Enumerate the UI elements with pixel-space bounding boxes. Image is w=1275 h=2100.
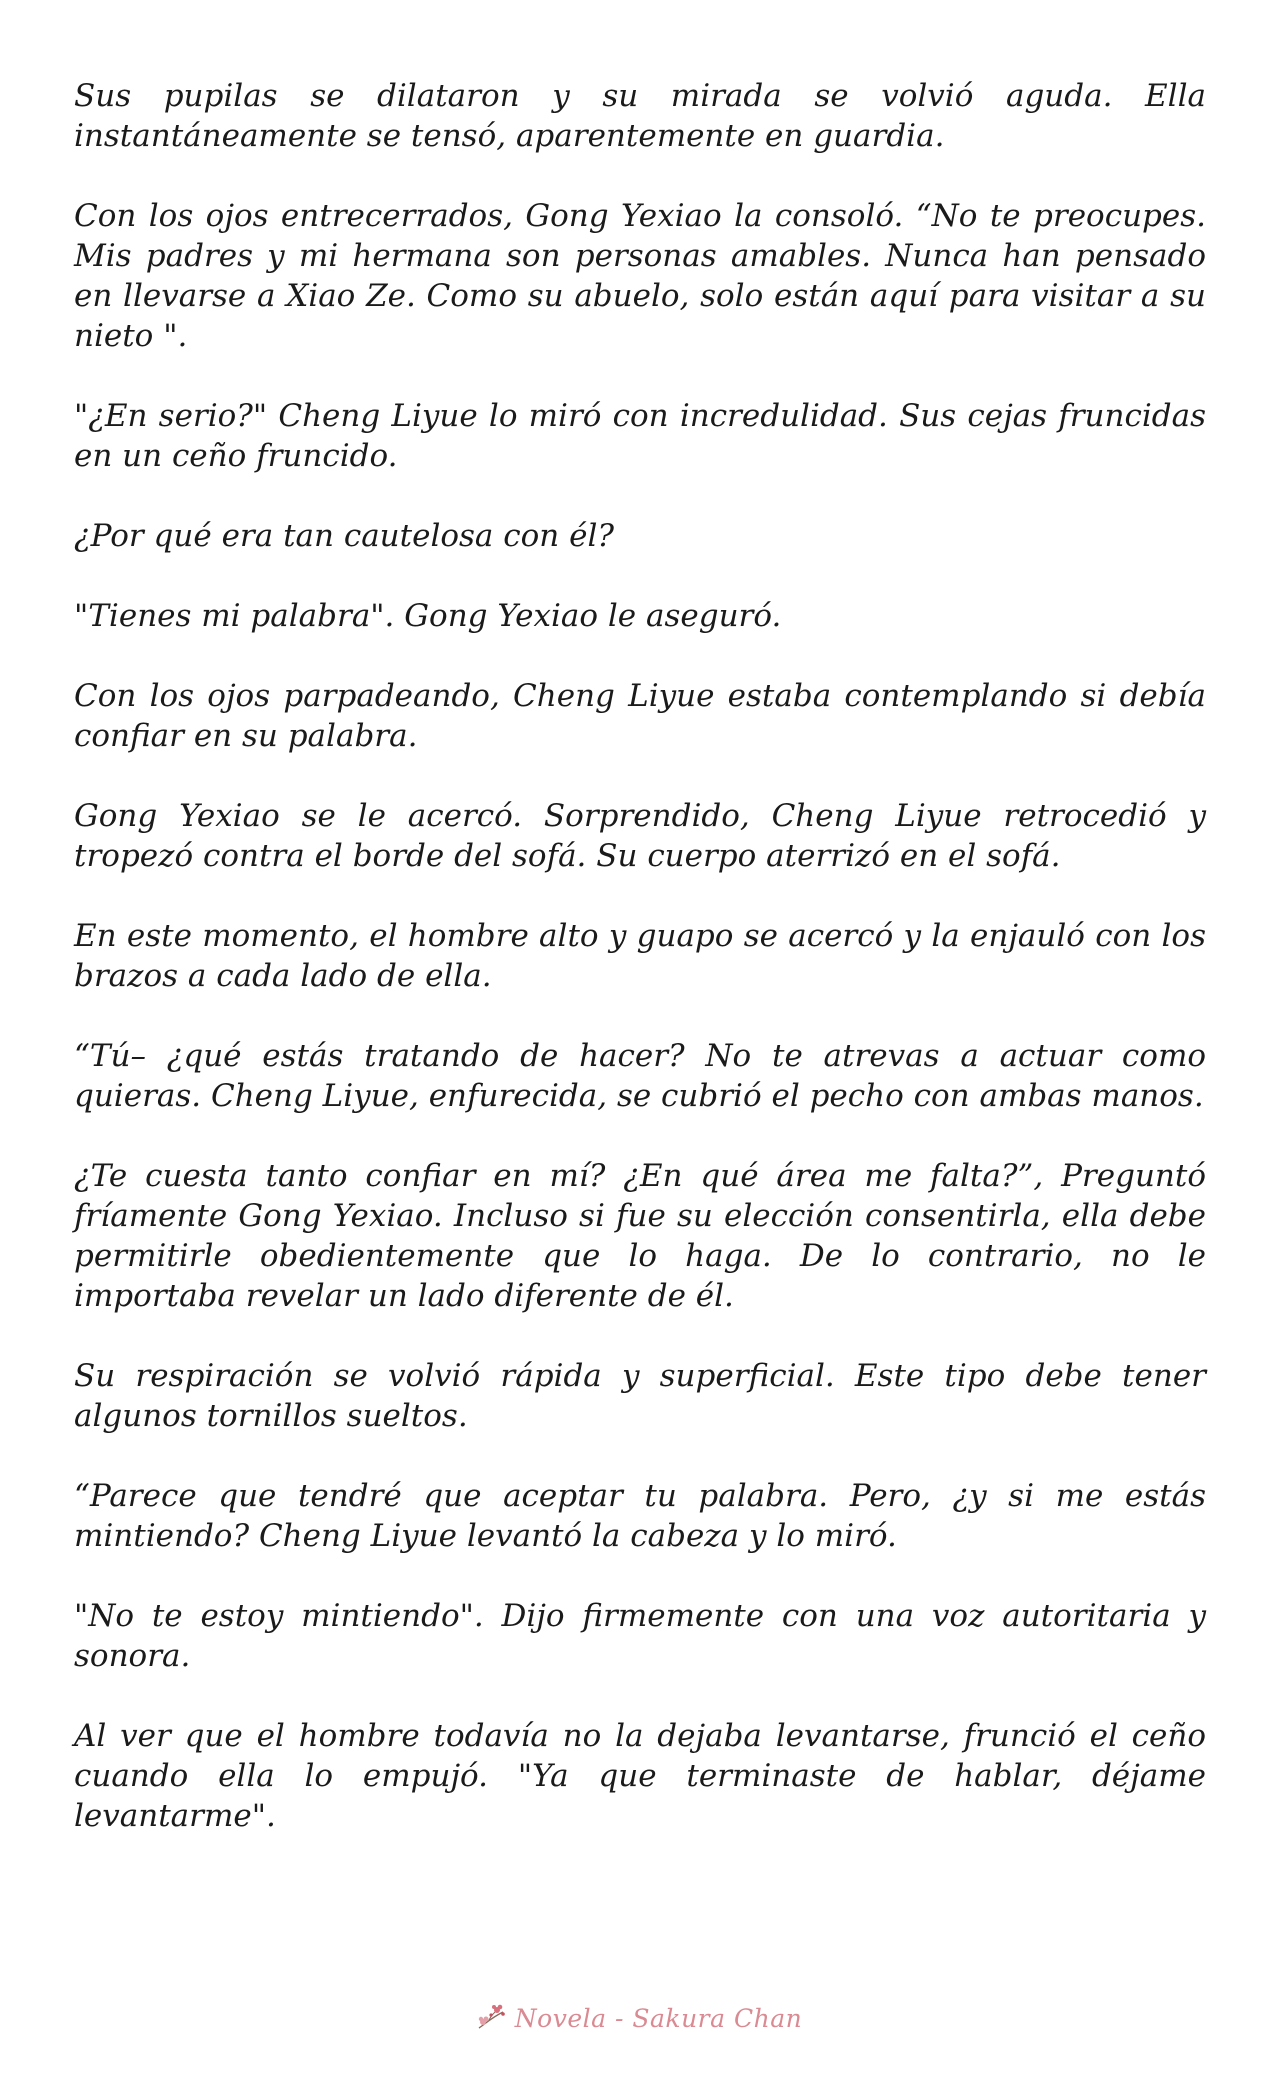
paragraph: Al ver que el hombre todavía no la dejaba levantarse, frunció el ceño cuando ella lo empujó. "Ya que terminaste de hablar, déjame levantarme". — [74, 1718, 1206, 1834]
paragraph: ¿Por qué era tan cautelosa con él? — [74, 518, 614, 554]
paragraph: En este momento, el hombre alto y guapo se acercó y la enjauló con los brazos a cada lado de ella. — [74, 918, 1206, 994]
sakura-blossom-icon — [473, 2002, 509, 2034]
paragraph: “Parece que tendré que aceptar tu palabra. Pero, ¿y si me estás mintiendo? Cheng Liyue levantó la cabeza y lo miró. — [74, 1478, 1206, 1554]
paragraph: Con los ojos parpadeando, Cheng Liyue estaba contemplando si debía confiar en su palabra. — [74, 678, 1206, 754]
watermark-text: Novela - Sakura Chan — [514, 2003, 803, 2033]
paragraph: "¿En serio?" Cheng Liyue lo miró con incredulidad. Sus cejas fruncidas en un ceño fruncido. — [74, 398, 1206, 474]
document-body — [74, 76, 1206, 1876]
paragraph: "No te estoy mintiendo". Dijo firmemente con una voz autoritaria y sonora. — [74, 1598, 1206, 1674]
paragraph: Gong Yexiao se le acercó. Sorprendido, Cheng Liyue retrocedió y tropezó contra el borde del sofá. Su cuerpo aterrizó en el sofá. — [74, 798, 1206, 874]
paragraph: Su respiración se volvió rápida y superficial. Este tipo debe tener algunos tornillos sueltos. — [74, 1358, 1206, 1434]
paragraph: Sus pupilas se dilataron y su mirada se volvió aguda. Ella instantáneamente se tensó, aparentemente en guardia. — [74, 78, 1206, 154]
paragraph: Con los ojos entrecerrados, Gong Yexiao la consoló. “No te preocupes. Mis padres y mi hermana son personas amables. Nunca han pensado en llevarse a Xiao Ze. Como su abuelo, solo están aquí para visitar a su nieto ". — [74, 198, 1206, 354]
paragraph: ¿Te cuesta tanto confiar en mí? ¿En qué área me falta?”, Preguntó fríamente Gong Yexiao. Incluso si fue su elección consentirla, ella debe permitirle obedientemente que lo haga. De lo contrario, no le importaba revelar un lado diferente de él. — [74, 1158, 1206, 1314]
watermark — [0, 1998, 1275, 2038]
paragraph: "Tienes mi palabra". Gong Yexiao le aseguró. — [74, 598, 782, 634]
paragraph: “Tú– ¿qué estás tratando de hacer? No te atrevas a actuar como quieras. Cheng Liyue, enfurecida, se cubrió el pecho con ambas manos. — [74, 1038, 1206, 1114]
